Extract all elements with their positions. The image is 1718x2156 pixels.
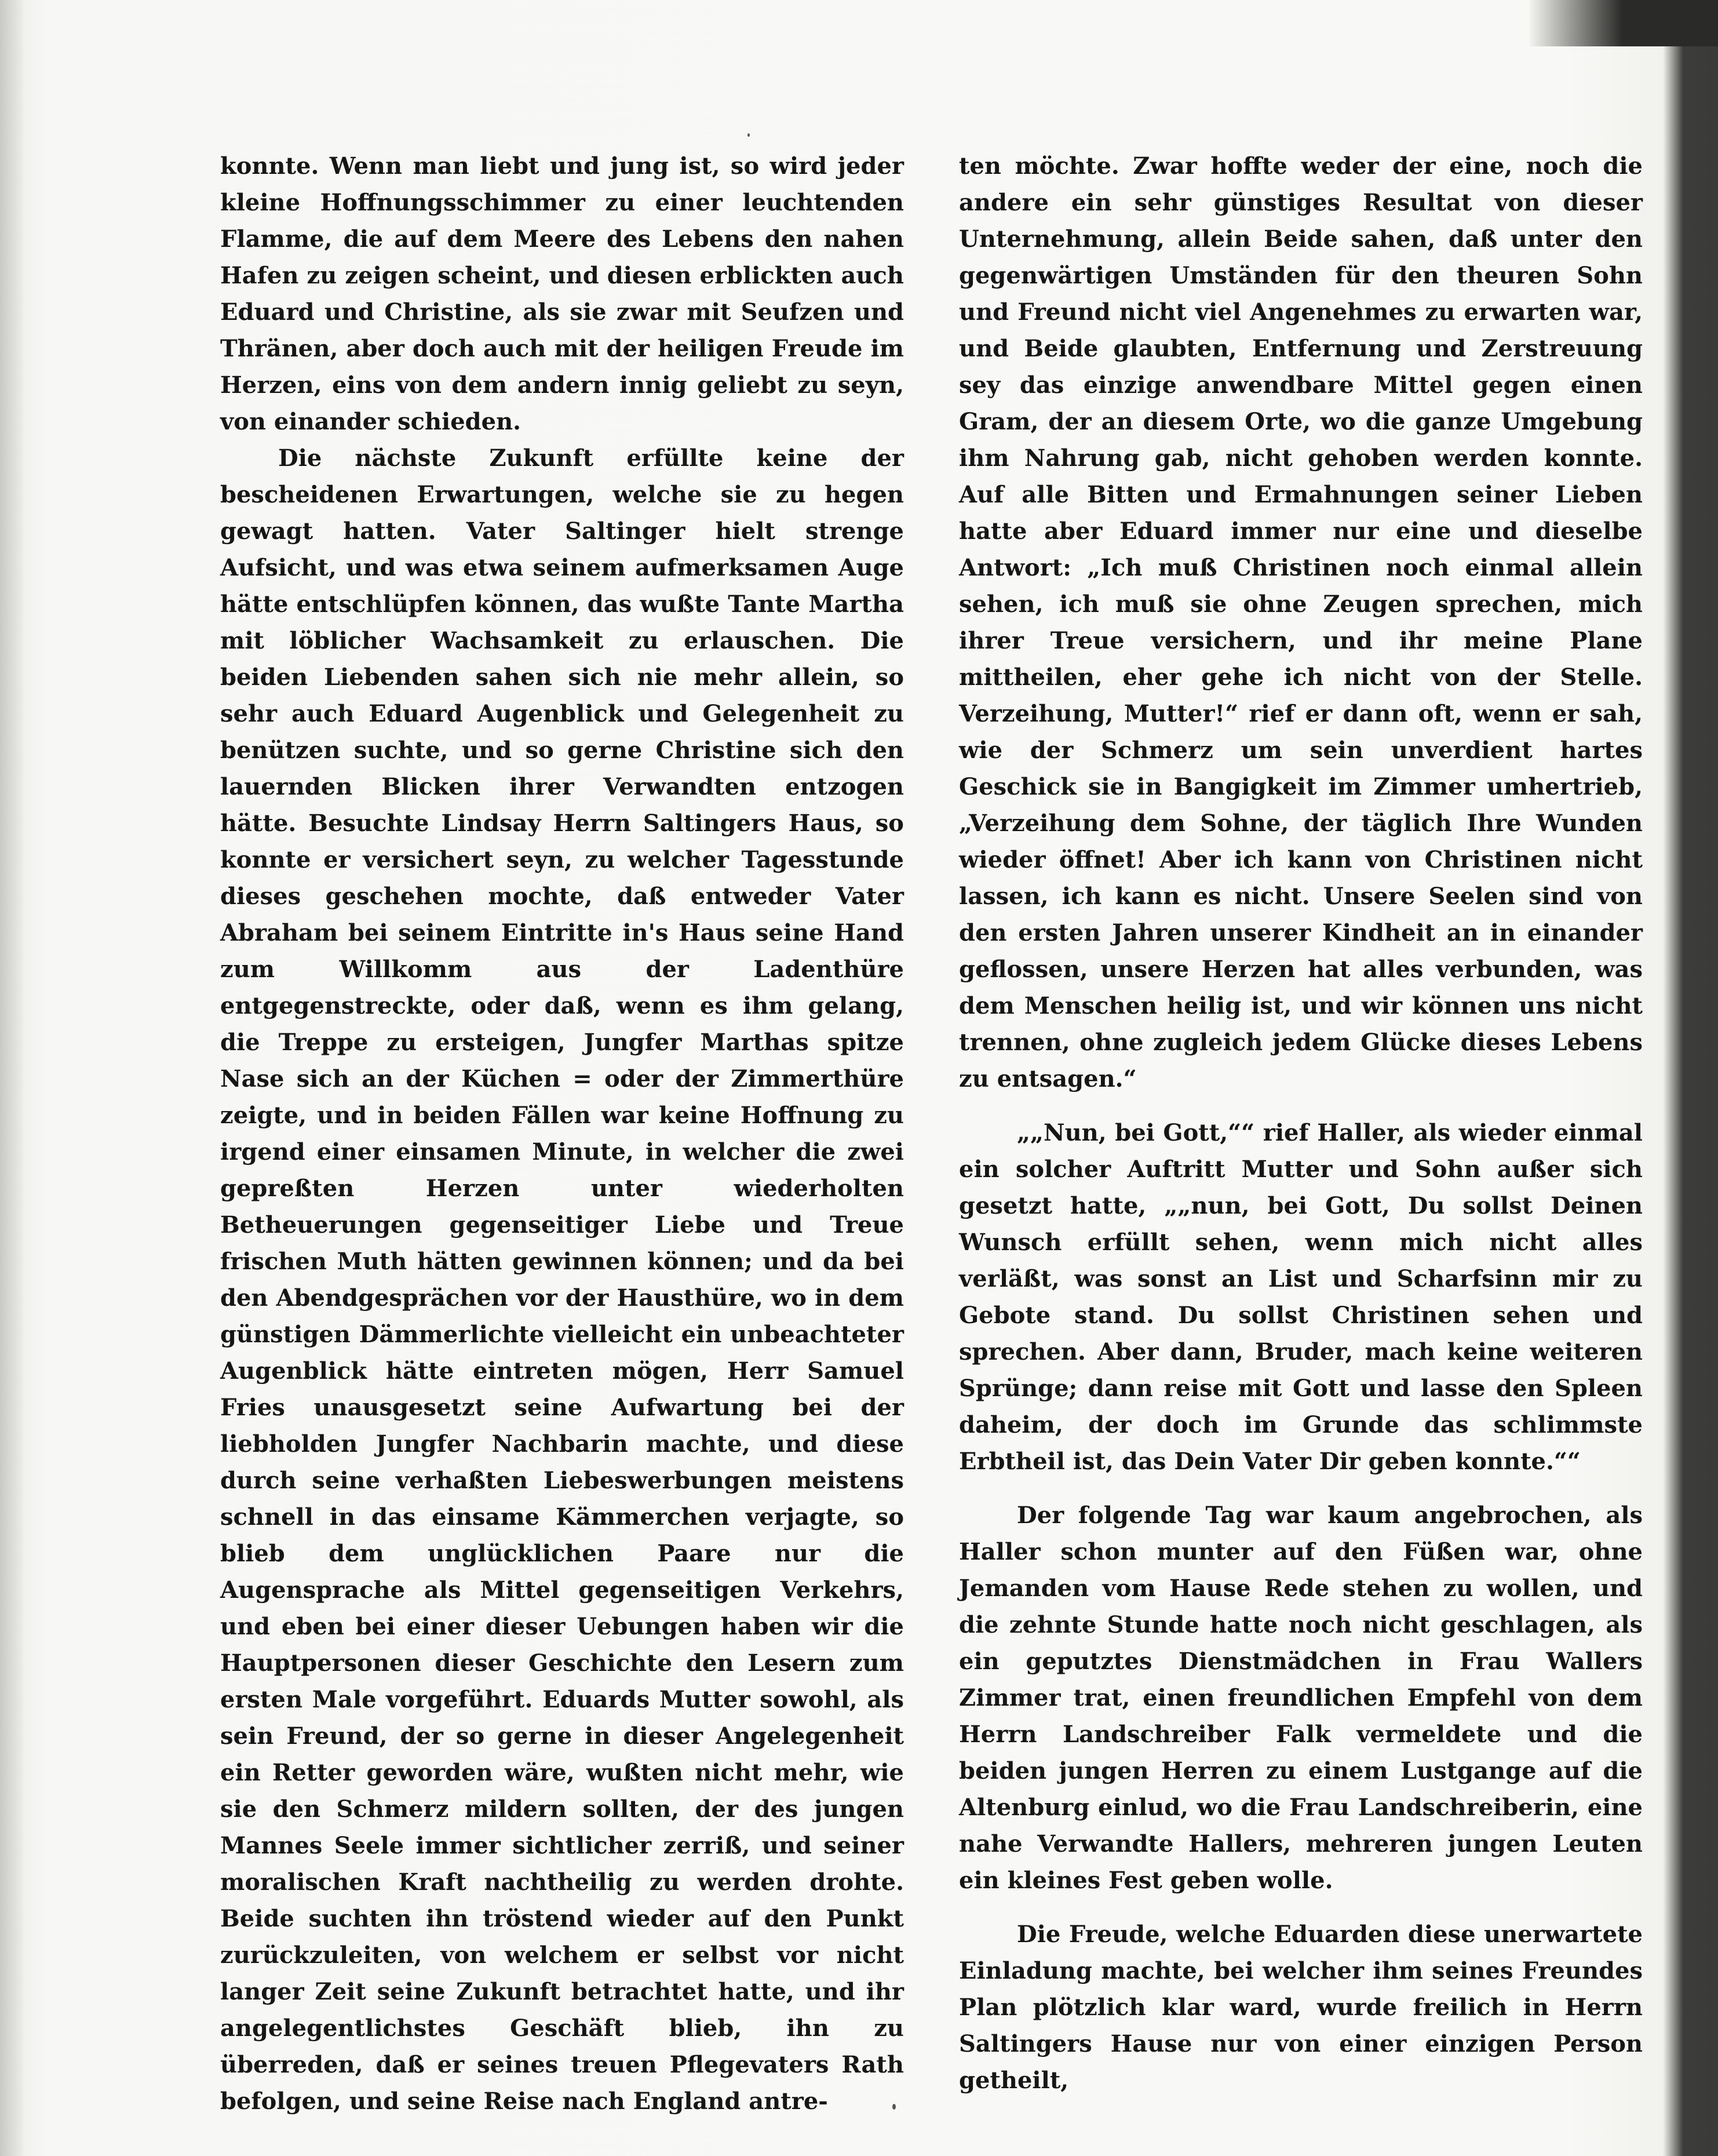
paragraph: Die Freude, welche Eduarden diese unerwartete Einladung machte, bei welcher ihm seines Freundes Plan plötzlich klar ward, wurde freilich in Herrn Saltingers Hause nur von einer einzigen Person getheilt, [959, 1921, 1643, 2094]
page-body [23, 0, 1683, 2156]
paragraph: „„Nun, bei Gott,““ rief Haller, als wieder einmal ein solcher Auftritt Mutter und Sohn außer sich gesetzt hatte, „„nun, bei Gott, Du sollst Deinen Wunsch erfüllt sehen, wenn mich nicht alles verläßt, was sonst an List und Scharfsinn mir zu Gebote stand. Du sollst Christinen sehen und sprechen. Aber dann, Bruder, mach keine weiteren Sprünge; dann reise mit Gott und lasse den Spleen daheim, der doch im Grunde das schlimmste Erbtheil ist, das Dein Vater Dir geben konnte.““ [959, 1119, 1643, 1475]
paragraph: konnte. Wenn man liebt und jung ist, so wird jeder kleine Hoffnungsschimmer zu einer leuchtenden Flamme, die auf dem Meere des Lebens den nahen Hafen zu zeigen scheint, und diesen erblickten auch Eduard und Christine, als sie zwar mit Seufzen und Thränen, aber doch auch mit der heiligen Freude im Herzen, eins von dem andern innig geliebt zu seyn, von einander schieden. [220, 152, 904, 435]
page-left-edge [0, 0, 23, 2156]
left-text-column [220, 148, 904, 2119]
paragraph: ten möchte. Zwar hoffte weder der eine, noch die andere ein sehr günstiges Resultat von dieser Unternehmung, allein Beide sahen, daß unter den gegenwärtigen Umständen für den theuren Sohn und Freund nicht viel Angenehmes zu erwarten war, und Beide glaubten, Entfernung und Zerstreuung sey das einzige anwendbare Mittel gegen einen Gram, der an diesem Orte, wo die ganze Umgebung ihm Nahrung gab, nicht gehoben werden konnte. Auf alle Bitten und Ermahnungen seiner Lieben hatte aber Eduard immer nur eine und dieselbe Antwort: „Ich muß Christinen noch einmal allein sehen, ich muß sie ohne Zeugen sprechen, mich ihrer Treue versichern, und ihr meine Plane mittheilen, eher gehe ich nicht von der Stelle. Verzeihung, Mutter!“ rief er dann oft, wenn er sah, wie der Schmerz um sein unverdient hartes Geschick sie in Bangigkeit im Zimmer umhertrieb, „Verzeihung dem Sohne, der täglich Ihre Wunden wieder öffnet! Aber ich kann von Christinen nicht lassen, ich kann es nicht. Unsere Seelen sind von den ersten Jahren unserer Kindheit an in einander geflossen, unsere Herzen hat alles verbunden, was dem Menschen heilig ist, und wir können uns nicht trennen, ohne zugleich jedem Glücke dieses Lebens zu entsagen.“ [959, 152, 1643, 1092]
paragraph: Der folgende Tag war kaum angebrochen, als Haller schon munter auf den Füßen war, ohne Jemanden vom Hause Rede stehen zu wollen, und die zehnte Stunde hatte noch nicht geschlagen, als ein geputztes Dienstmädchen in Frau Wallers Zimmer trat, einen freundlichen Empfehl von dem Herrn Landschreiber Falk vermeldete und die beiden jungen Herren zu einem Lustgange auf die Altenburg einlud, wo die Frau Landschreiberin, eine nahe Verwandte Hallers, mehreren jungen Leuten ein kleines Fest geben wolle. [959, 1502, 1643, 1894]
paragraph: Die nächste Zukunft erfüllte keine der bescheidenen Erwartungen, welche sie zu hegen gewagt hatten. Vater Saltinger hielt strenge Aufsicht, und was etwa seinem aufmerksamen Auge hätte entschlüpfen können, das wußte Tante Martha mit löblicher Wachsamkeit zu erlauschen. Die beiden Liebenden sahen sich nie mehr allein, so sehr auch Eduard Augenblick und Gelegenheit zu benützen suchte, und so gerne Christine sich den lauernden Blicken ihrer Verwandten entzogen hätte. Besuchte Lindsay Herrn Saltingers Haus, so konnte er versichert seyn, zu welcher Tagesstunde dieses geschehen mochte, daß entweder Vater Abraham bei seinem Eintritte in's Haus seine Hand zum Willkomm aus der Ladenthüre entgegenstreckte, oder daß, wenn es ihm gelang, die Treppe zu ersteigen, Jungfer Marthas spitze Nase sich an der Küchen = oder der Zimmerthüre zeigte, und in beiden Fällen war keine Hoffnung zu irgend einer einsamen Minute, in welcher die zwei gepreßten Herzen unter wiederholten Betheuerungen gegenseitiger Liebe und Treue frischen Muth hätten gewinnen können; und da bei den Abendgesprächen vor der Hausthüre, wo in dem günstigen Dämmerlichte vielleicht ein unbeachteter Augenblick hätte eintreten mögen, Herr Samuel Fries unausgesetzt seine Aufwartung bei der liebholden Jungfer Nachbarin machte, und diese durch seine verhaßten Liebeswerbungen meistens schnell in das einsame Kämmerchen verjagte, so blieb dem unglücklichen Paare nur die Augensprache als Mittel gegenseitigen Verkehrs, und eben bei einer dieser Uebungen haben wir die Hauptpersonen dieser Geschichte den Lesern zum ersten Male vorgeführt. Eduards Mutter sowohl, als sein Freund, der so gerne in dieser Angelegenheit ein Retter geworden wäre, wußten nicht mehr, wie sie den Schmerz mildern sollten, der des jungen Mannes Seele immer sichtlicher zerriß, und seiner moralischen Kraft nachtheilig zu werden drohte. Beide suchten ihn tröstend wieder auf den Punkt zurückzuleiten, von welchem er selbst vor nicht langer Zeit seine Zukunft betrachtet hatte, und ihr angelegentlichstes Geschäft blieb, ihn zu überreden, daß er seines treuen Pflegevaters Rath befolgen, und seine Reise nach England antre- [220, 445, 904, 2115]
right-text-column [959, 148, 1643, 2099]
